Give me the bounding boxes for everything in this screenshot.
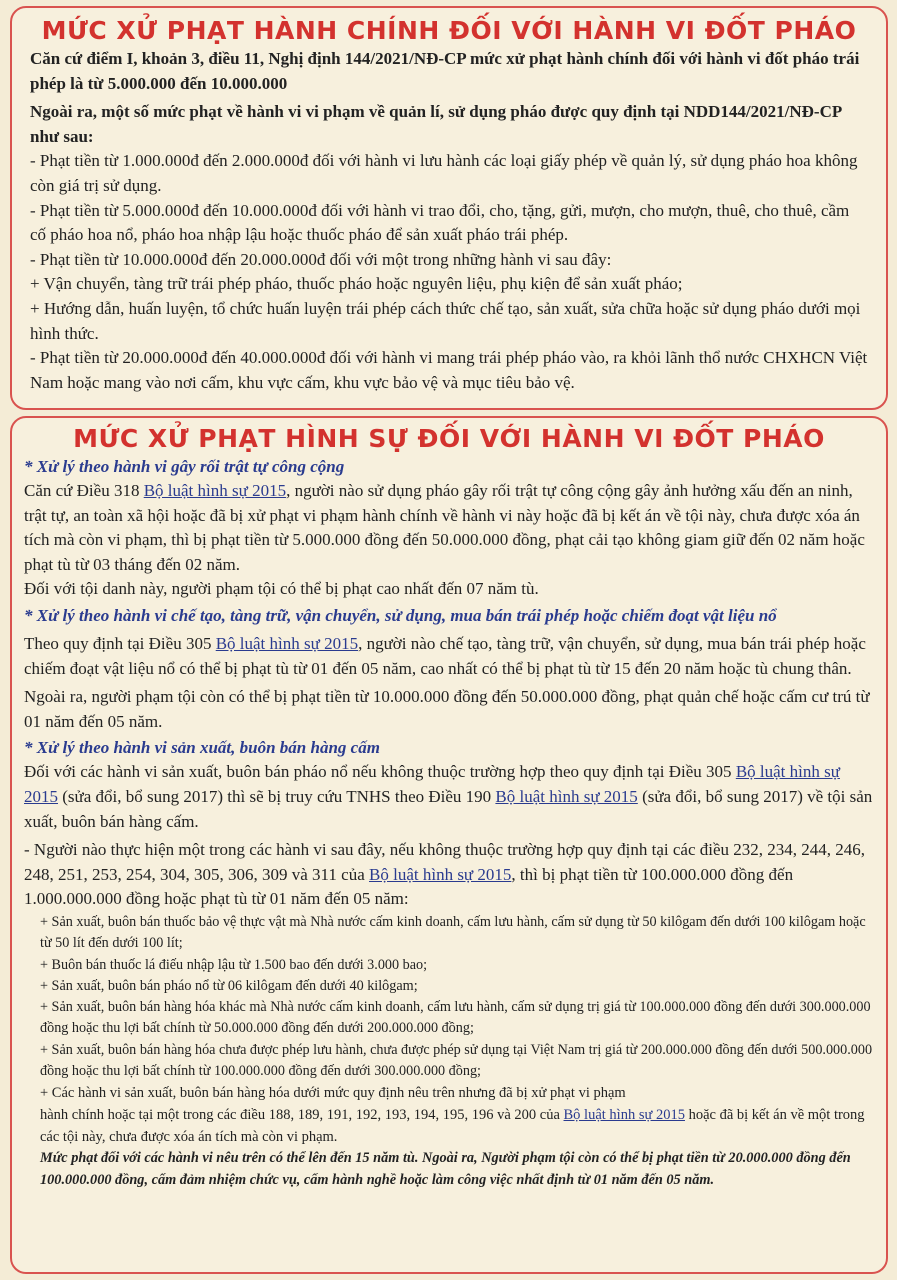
- section-paragraph: - Người nào thực hiện một trong các hành vi sau đây, nếu không thuộc trường hợp quy định tại các điều 232, 234, 244, 246, 248, 251, 253, 254, 304, 305, 306, 309 và 311 của Bộ luật hình sự 2015, thì bị phạt tiền từ 100.000.000 đồng đến 1.000.000.000 đồng hoặc phạt tù từ 01 năm đến 05 năm:: [24, 840, 866, 909]
- admin-item: - Phạt tiền từ 10.000.000đ đến 20.000.000đ đối với một trong những hành vi sau đây:: [30, 249, 612, 269]
- section-paragraph: Đối với các hành vi sản xuất, buôn bán pháo nổ nếu không thuộc trường hợp theo quy định tại Điều 305 Bộ luật hình sự 2015 (sửa đổi, bổ sung 2017) thì sẽ bị truy cứu TNHS theo Điều 190 Bộ luật hình sự 2015 (sửa đổi, bổ sung 2017) về tội sản xuất, buôn bán hàng cấm.: [24, 762, 873, 831]
- law-link[interactable]: Bộ luật hình sự 2015: [215, 633, 359, 653]
- section-heading: * Xử lý theo hành vi chế tạo, tàng trữ, vận chuyển, sử dụng, mua bán trái phép hoặc chiếm đoạt vật liệu nổ: [24, 605, 777, 625]
- sub-item: + Sản xuất, buôn bán pháo nổ từ 06 kilôgam đến dưới 40 kilôgam;: [40, 977, 418, 994]
- sub-item: + Sản xuất, buôn bán hàng hóa chưa được phép lưu hành, chưa được phép sử dụng tại Việt Nam trị giá từ 200.000.000 đồng đến dưới 500.000.000 đồng hoặc thu lợi bất chính từ 100.000.000 đồng đến dưới 300.000.000 đồng;: [40, 1041, 873, 1079]
- final-note: Mức phạt đối với các hành vi nêu trên có thể lên đến 15 năm tù. Ngoài ra, Người phạm tội còn có thể bị phạt tiền từ 20.000.000 đồng đến 100.000.000 đồng, cấm đảm nhiệm chức vụ, cấm hành nghề hoặc làm công việc nhất định từ 01 năm đến 05 năm.: [40, 1150, 851, 1188]
- section-paragraph: Theo quy định tại Điều 305 Bộ luật hình sự 2015, người nào chế tạo, tàng trữ, vận chuyển, sử dụng, mua bán trái phép hoặc chiếm đoạt vật liệu nổ có thể bị phạt tù từ 01 đến 05 năm, cao nhất có thể bị phạt tù từ 15 đến 20 năm hoặc tù chung thân.: [24, 633, 866, 678]
- law-link[interactable]: Bộ luật hình sự 2015: [495, 786, 638, 806]
- admin-intro: Căn cứ điểm I, khoản 3, điều 11, Nghị định 144/2021/NĐ-CP mức xử phạt hành chính đối với hành vi đốt pháo trái phép là từ 5.000.000 đến 10.000.000: [30, 49, 860, 93]
- criminal-title: MỨC XỬ PHẠT HÌNH SỰ ĐỐI VỚI HÀNH VI ĐỐT PHÁO: [73, 424, 825, 453]
- admin-item: - Phạt tiền từ 1.000.000đ đến 2.000.000đ đối với hành vi lưu hành các loại giấy phép về quản lý, sử dụng pháo hoa không còn giá trị sử dụng.: [30, 151, 858, 195]
- section-heading: * Xử lý theo hành vi gây rối trật tự công cộng: [24, 457, 345, 476]
- sub-item: + Sản xuất, buôn bán thuốc bảo vệ thực vật mà Nhà nước cấm kinh doanh, cấm lưu hành, cấm sử dụng từ 50 kilôgam đến dưới 100 kilôgam hoặc từ 50 lít đến dưới 100 lít;: [40, 913, 866, 952]
- sub-item: hành chính hoặc tại một trong các điều 188, 189, 191, 192, 193, 194, 195, 196 và 200 của Bộ luật hình sự 2015 hoặc đã bị kết án về một trong các tội này, chưa được xóa án tích mà còn vi phạm.: [40, 1107, 865, 1146]
- section-paragraph: Đối với tội danh này, người phạm tội có thể bị phạt cao nhất đến 07 năm tù.: [24, 579, 539, 599]
- admin-item: + Vận chuyển, tàng trữ trái phép pháo, thuốc pháo hoặc nguyên liệu, phụ kiện để sản xuất pháo;: [30, 274, 683, 294]
- section-heading: * Xử lý theo hành vi sản xuất, buôn bán hàng cấm: [24, 738, 380, 758]
- sub-item: + Các hành vi sản xuất, buôn bán hàng hóa dưới mức quy định nêu trên nhưng đã bị xử phạt vi phạm: [40, 1085, 626, 1102]
- law-link[interactable]: Bộ luật hình sự 2015: [24, 762, 840, 806]
- section-paragraph: Căn cứ Điều 318 Bộ luật hình sự 2015, người nào sử dụng pháo gây rối trật tự công cộng gây ảnh hưởng xấu đến an ninh, trật tự, an toàn xã hội hoặc đã bị xử phạt vi phạm hành chính về hành vi này hoặc đã bị kết án về tội này, chưa được xóa án tích mà còn vi phạm, thì bị phạt tiền từ 5.000.000 đồng đến 50.000.000 đồng, phạt cải tạo không giam giữ đến 02 năm hoặc phạt tù từ 03 tháng đến 02 năm.: [24, 481, 865, 574]
- law-link[interactable]: Bộ luật hình sự 2015: [369, 864, 512, 884]
- admin-title: MỨC XỬ PHẠT HÀNH CHÍNH ĐỐI VỚI HÀNH VI ĐỐT PHÁO: [41, 16, 857, 45]
- law-link[interactable]: Bộ luật hình sự 2015: [143, 481, 287, 500]
- admin-intro-2: Ngoài ra, một số mức phạt về hành vi vi phạm về quản lí, sử dụng pháo được quy định tại NDD144/2021/NĐ-CP như sau:: [30, 102, 842, 146]
- criminal-penalty-panel: [10, 416, 888, 1274]
- admin-item: - Phạt tiền từ 5.000.000đ đến 10.000.000đ đối với hành vi trao đổi, cho, tặng, gửi, mượn, cho mượn, thuê, cho thuê, cầm cố pháo hoa nổ, pháo hoa nhập lậu hoặc thuốc pháo để sản xuất pháo trái phép.: [30, 200, 850, 245]
- admin-item: - Phạt tiền từ 20.000.000đ đến 40.000.000đ đối với hành vi mang trái phép pháo vào, ra khỏi lãnh thổ nước CHXHCN Việt Nam hoặc mang vào nơi cấm, khu vực cấm, khu vực bảo vệ và mục tiêu bảo vệ.: [30, 348, 868, 392]
- section-paragraph: Ngoài ra, người phạm tội còn có thể bị phạt tiền từ 10.000.000 đồng đến 50.000.000 đồng, phạt quản chế hoặc cấm cư trú từ 01 năm đến 05 năm.: [24, 687, 870, 731]
- sub-item: + Buôn bán thuốc lá điếu nhập lậu từ 1.500 bao đến dưới 3.000 bao;: [40, 956, 428, 973]
- sub-item: + Sản xuất, buôn bán hàng hóa khác mà Nhà nước cấm kinh doanh, cấm lưu hành, cấm sử dụng trị giá từ 100.000.000 đồng đến dưới 300.000.000 đồng hoặc thu lợi bất chính từ 50.000.000 đồng đến dưới 200.000.000 đồng;: [40, 999, 871, 1037]
- admin-item: + Hướng dẫn, huấn luyện, tổ chức huấn luyện trái phép cách thức chế tạo, sản xuất, sửa chữa hoặc sử dụng pháo dưới mọi hình thức.: [30, 298, 861, 343]
- law-link[interactable]: Bộ luật hình sự 2015: [563, 1107, 685, 1124]
- administrative-penalty-panel: [10, 6, 888, 410]
